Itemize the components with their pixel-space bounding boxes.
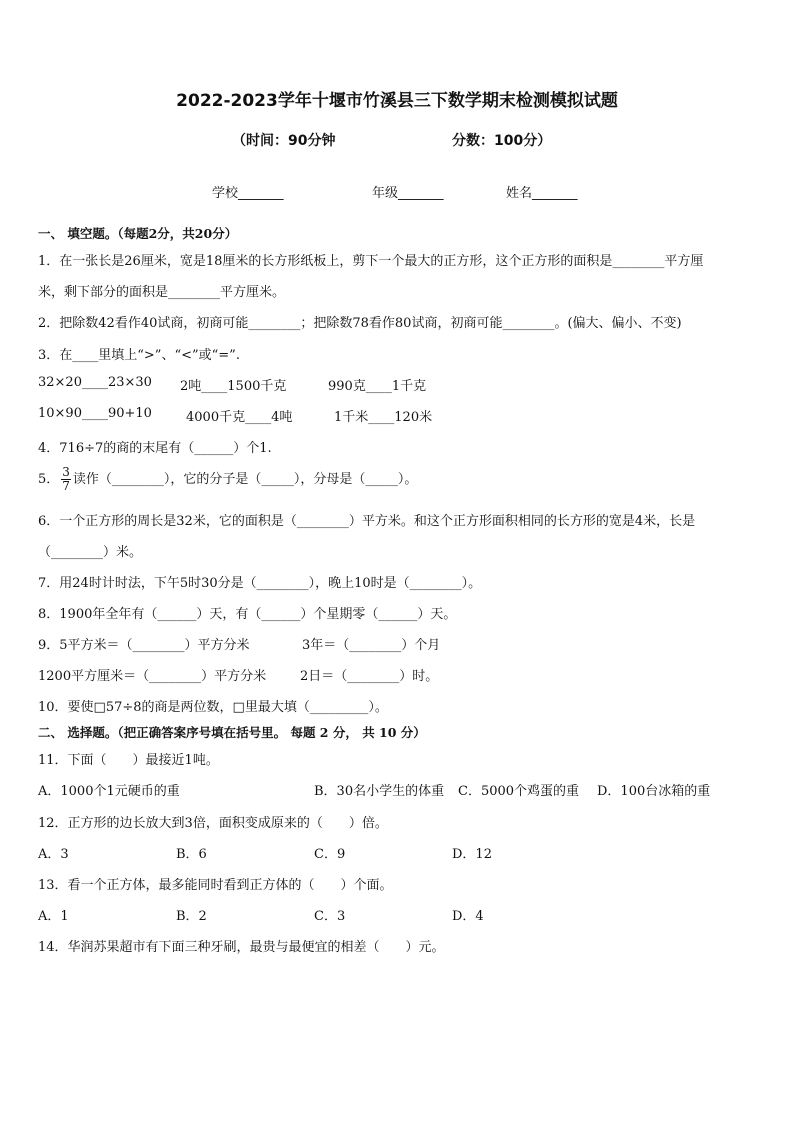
question-3-item: 32×20____23×30	[38, 375, 152, 390]
question-6-line-2: （________）米。	[38, 545, 143, 560]
section-heading-choice: 二、 选择题。（把正确答案序号填在括号里。 每题 2 分， 共 10 分）	[38, 725, 426, 740]
question-10: 10．要使□57÷8的商是两位数，□里最大填（_________）。	[38, 700, 388, 715]
question-9-item: 9．5平方米＝（________）平方分米	[38, 638, 250, 653]
question-11-option-a[interactable]: A．1000个1元硬币的重	[38, 784, 180, 799]
question-5-number: 5．	[38, 472, 60, 487]
question-13-option-d[interactable]: D．4	[452, 909, 484, 924]
question-3-item: 2吨____1500千克	[180, 379, 287, 394]
question-9-item: 1200平方厘米＝（________）平方分米	[38, 669, 267, 684]
name-field[interactable]: 姓名_______	[506, 186, 578, 201]
question-3-item: 1千米____120米	[334, 410, 433, 425]
question-8: 8．1900年全年有（______）天，有（______）个星期零（______）天。	[38, 607, 457, 622]
question-3-item: 10×90____90+10	[38, 406, 152, 421]
question-3: 3．在____里填上“>”、“<”或“=”.	[38, 348, 240, 363]
question-13-option-a[interactable]: A．1	[38, 909, 69, 924]
section-heading-fill-blank: 一、 填空题。（每题2分，共20分）	[38, 226, 238, 241]
exam-time: （时间：90分钟	[232, 133, 336, 149]
fraction-denominator: 7	[62, 479, 70, 493]
question-3-item: 4000千克____4吨	[186, 410, 293, 425]
question-13-option-c[interactable]: C．3	[314, 909, 346, 924]
question-3-item: 990克____1千克	[328, 379, 427, 394]
question-11: 11．下面（ ）最接近1吨。	[38, 753, 219, 768]
fraction-numerator: 3	[62, 465, 70, 479]
question-1-line-1: 1．在一张长是26厘米，宽是18厘米的长方形纸板上，剪下一个最大的正方形，这个正方形的面积是________平方厘	[38, 254, 704, 269]
grade-field[interactable]: 年级_______	[372, 186, 444, 201]
question-5-text: 读作（________），它的分子是（_____），分母是（_____）。	[72, 472, 418, 487]
question-11-option-c[interactable]: C．5000个鸡蛋的重	[458, 784, 580, 799]
school-field[interactable]: 学校_______	[212, 186, 284, 201]
question-11-option-d[interactable]: D．100台冰箱的重	[597, 784, 711, 799]
question-12-option-a[interactable]: A．3	[38, 847, 69, 862]
question-1-line-2: 米，剩下部分的面积是________平方厘米。	[38, 285, 286, 300]
question-2: 2．把除数42看作40试商，初商可能________；把除数78看作80试商，初商可能________。(偏大、偏小、不变)	[38, 316, 682, 331]
question-12-option-d[interactable]: D．12	[452, 847, 492, 862]
question-9-item: 3年＝（________）个月	[302, 638, 441, 653]
question-13: 13．看一个正方体，最多能同时看到正方体的（ ）个面。	[38, 878, 393, 893]
fraction-three-sevenths	[61, 466, 71, 493]
question-4: 4．716÷7的商的末尾有（______）个1.	[38, 441, 272, 456]
question-12-option-b[interactable]: B．6	[176, 847, 207, 862]
question-12-option-c[interactable]: C．9	[314, 847, 346, 862]
page-title: 2022-2023学年十堰市竹溪县三下数学期末检测模拟试题	[176, 91, 618, 111]
question-9-item: 2日＝（________）时。	[300, 669, 439, 684]
question-6-line-1: 6．一个正方形的周长是32米，它的面积是（________）平方米。和这个正方形面积相同的长方形的宽是4米，长是	[38, 514, 696, 529]
question-13-option-b[interactable]: B．2	[176, 909, 207, 924]
question-11-option-b[interactable]: B．30名小学生的体重	[314, 784, 445, 799]
question-7: 7．用24时计时法，下午5时30分是（________），晚上10时是（________）。	[38, 576, 482, 591]
question-5	[38, 466, 417, 493]
question-12: 12．正方形的边长放大到3倍，面积变成原来的（ ）倍。	[38, 816, 388, 831]
question-14: 14．华润苏果超市有下面三种牙刷，最贵与最便宜的相差（ ）元。	[38, 940, 445, 955]
exam-score: 分数：100分）	[452, 133, 552, 149]
